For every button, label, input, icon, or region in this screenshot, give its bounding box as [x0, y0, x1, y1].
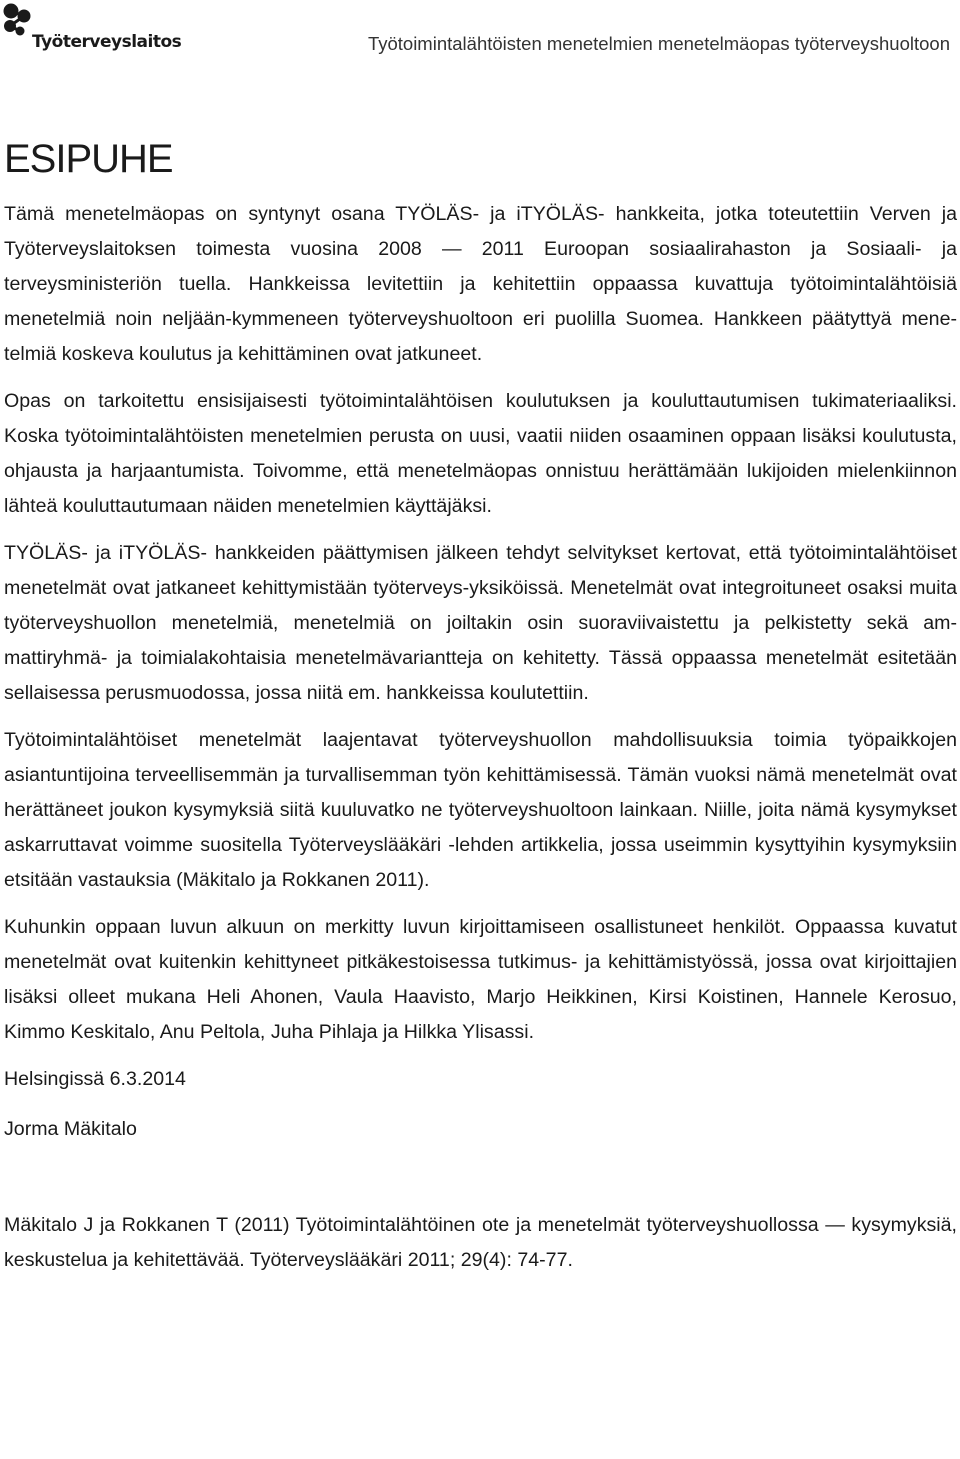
- document-body: [4, 197, 957, 1278]
- paragraph-3: TYÖLÄS- ja iTYÖLÄS- hankkeiden päättymisen jälkeen tehdyt selvitykset kertovat, että työtoimintalähtöiset menetelmät ovat jatkaneet kehittymistään työterveys-yksiköissä. Menetelmät ovat integroituneet osaksi muita työterveyshuollon menetelmiä, menetelmiä on joiltakin osin suoraviivaistettu ja pelkistetty sekä am-mattiryhmä- ja toimialakohtaisia menetelmävariantteja on kehitetty. Tässä oppaassa menetelmät esitetään sellaisessa perusmuodossa, jossa niitä em. hankkeissa koulutettiin.: [4, 542, 957, 704]
- paragraph-4: Työtoimintalähtöiset menetelmät laajentavat työterveyshuollon mahdollisuuksia toimia työpaikkojen asiantuntijoina terveellisemmän ja turvallisemman työn kehittämisessä. Tämän vuoksi nämä menetelmät ovat herättäneet joukon kysymyksiä siitä kuuluvatko ne työterveyshuoltoon lainkaan. Niille, joita nämä kysymykset askarruttavat voimme suositella Työterveyslääkäri -lehden artikkelia, jossa useimmin kysyttyihin kysymyksiin etsitään vastauksia (Mäkitalo ja Rokkanen 2011).: [4, 729, 957, 891]
- page-title: ESIPUHE: [4, 137, 173, 181]
- logo-text: Työterveyslaitos: [32, 32, 182, 52]
- reference-citation: Mäkitalo J ja Rokkanen T (2011) Työtoimintalähtöinen ote ja menetelmät työterveyshuollossa — kysymyksiä, keskustelua ja kehitettävää. Työterveyslääkäri 2011; 29(4): 74-77.: [4, 1214, 957, 1271]
- paragraph-2: Opas on tarkoitettu ensisijaisesti työtoimintalähtöisen koulutuksen ja kouluttautumisen tukimateriaaliksi. Koska työtoimintalähtöisten menetelmien perusta on uusi, vaatii niiden osaaminen oppaan lisäksi koulutusta, ohjausta ja harjaantumista. Toivomme, että menetelmäopas onnistuu herättämään lukijoiden mielenkiinnon lähteä kouluttautumaan näiden menetelmien käyttäjäksi.: [4, 390, 957, 517]
- page-header: [0, 0, 960, 60]
- author-signature: Jorma Mäkitalo: [4, 1118, 137, 1140]
- paragraph-5: Kuhunkin oppaan luvun alkuun on merkitty luvun kirjoittamiseen osallistuneet henkilöt. Oppaassa kuvatut menetelmät ovat kuitenkin kehittyneet pitkäkestoisessa tutkimus- ja kehittämistyössä, jossa ovat kirjoittajien lisäksi olleet mukana Heli Ahonen, Vaula Haavisto, Marjo Heikkinen, Kirsi Koistinen, Hannele Kerosuo, Kimmo Keskitalo, Anu Peltola, Juha Pihlaja ja Hilkka Ylisassi.: [4, 916, 957, 1043]
- tyoterveyslaitos-logo: [2, 2, 182, 56]
- place-and-date: Helsingissä 6.3.2014: [4, 1068, 186, 1090]
- paragraph-1: Tämä menetelmäopas on syntynyt osana TYÖLÄS- ja iTYÖLÄS- hankkeita, jotka toteutettiin Verven ja Työterveyslaitoksen toimesta vuosina 2008 — 2011 Euroopan sosiaalirahaston ja Sosiaali- ja terveysministeriön tuella. Hankkeissa levitettiin ja kehitettiin oppaassa kuvattuja työtoimintalähtöisiä menetelmiä noin neljään-kymmeneen työterveyshuoltoon eri puolilla Suomea. Hankkeen päätyttyä mene-telmiä koskeva koulutus ja kehittäminen ovat jatkuneet.: [4, 203, 957, 365]
- running-title: Työtoimintalähtöisten menetelmien menetelmäopas työterveyshuoltoon: [367, 33, 950, 54]
